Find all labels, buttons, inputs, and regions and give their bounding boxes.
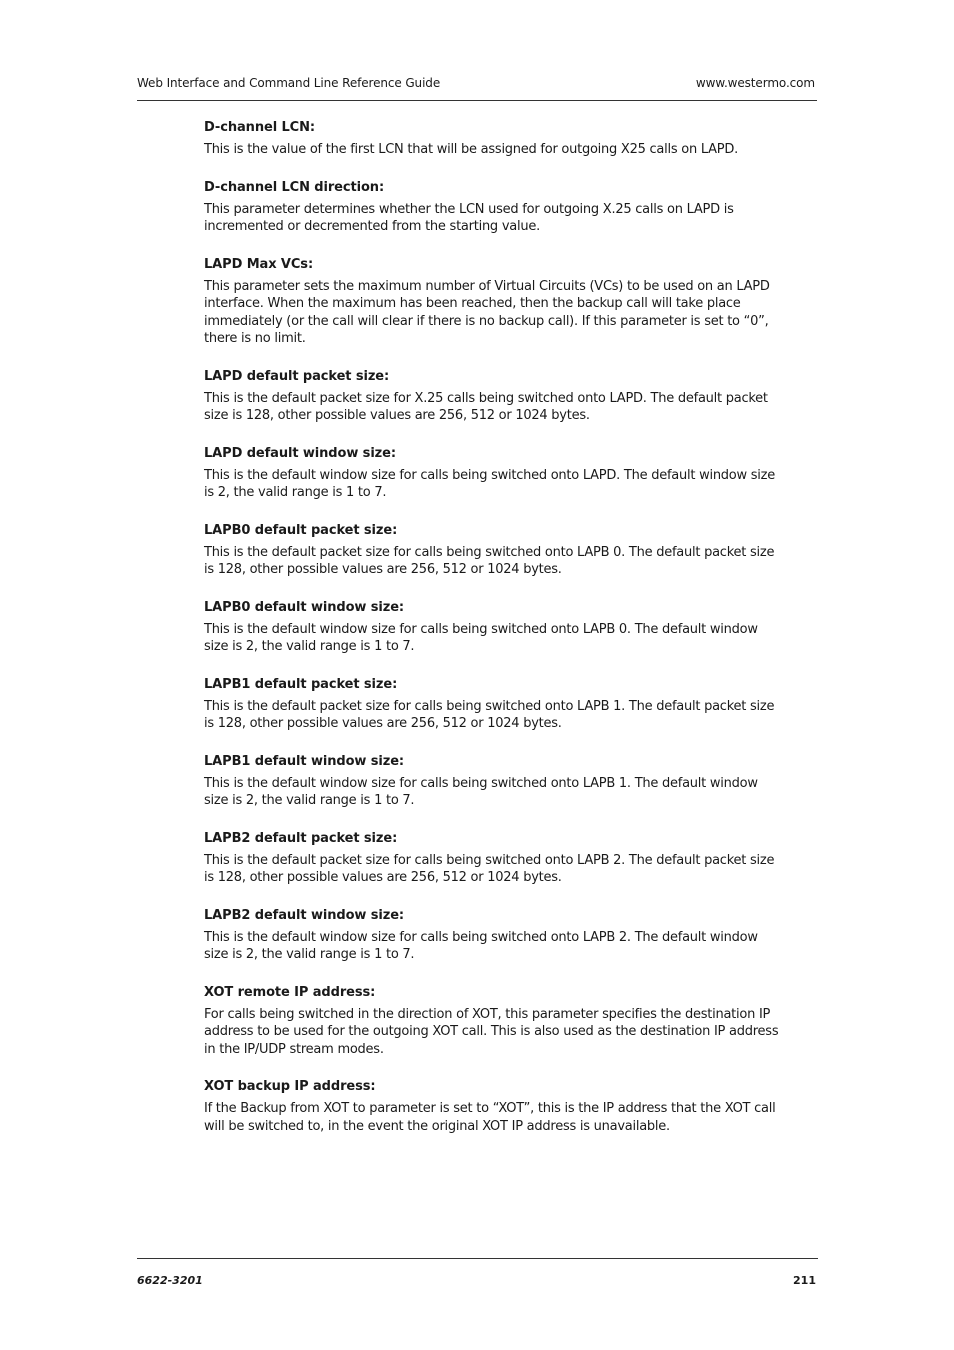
- header-website: www.westermo.com: [695, 76, 815, 90]
- section-body: This parameter sets the maximum number of Virtual Circuits (VCs) to be used on an LAPD interface. When the maximum has been reached, then the backup call will take place immediately (or the call will clear if there is no backup call). If this parameter is set to “0”, there is no limit.: [204, 278, 770, 346]
- section-body: This is the default packet size for calls being switched onto LAPB 0. The default packet size is 128, other possible values are 256, 512 or 1024 bytes.: [204, 544, 775, 577]
- section-heading: LAPD default window size:: [204, 445, 396, 461]
- section-d-channel-lcn-direction: [204, 179, 780, 236]
- main-content: [204, 119, 780, 1155]
- section-lapb2-default-window-size: [204, 907, 780, 964]
- section-lapd-max-vcs: [204, 256, 780, 348]
- section-body: If the Backup from XOT to parameter is set to “XOT”, this is the IP address that the XOT call will be switched to, in the event the original XOT IP address is unavailable.: [204, 1101, 776, 1134]
- section-heading: LAPB0 default window size:: [204, 599, 405, 615]
- section-xot-remote-ip-address: [204, 984, 780, 1059]
- section-heading: LAPD Max VCs:: [204, 256, 314, 272]
- section-d-channel-lcn: [204, 119, 780, 159]
- section-body: For calls being switched in the direction of XOT, this parameter specifies the destination IP address to be used for the outgoing XOT call. This is also used as the destination IP address in the IP/UDP stream modes.: [204, 1006, 779, 1057]
- section-lapb2-default-packet-size: [204, 830, 780, 887]
- section-heading: LAPB0 default packet size:: [204, 522, 398, 538]
- footer-doc-number: 6622-3201: [137, 1274, 203, 1287]
- section-lapb0-default-window-size: [204, 599, 780, 656]
- section-heading: D-channel LCN:: [204, 120, 315, 135]
- section-body: This is the default window size for calls being switched onto LAPB 1. The default window size is 2, the valid range is 1 to 7.: [204, 775, 758, 808]
- section-body: This is the default window size for calls being switched onto LAPB 0. The default window size is 2, the valid range is 1 to 7.: [204, 621, 758, 654]
- section-heading: D-channel LCN direction:: [204, 179, 385, 195]
- section-body: This is the default window size for calls being switched onto LAPD. The default window size is 2, the valid range is 1 to 7.: [204, 467, 775, 500]
- section-body: This is the default packet size for X.25 calls being switched onto LAPD. The default packet size is 128, other possible values are 256, 512 or 1024 bytes.: [204, 390, 768, 423]
- section-lapd-default-window-size: [204, 445, 780, 502]
- section-body: This parameter determines whether the LCN used for outgoing X.25 calls on LAPD is incremented or decremented from the starting value.: [204, 201, 734, 234]
- page-footer: [137, 1258, 818, 1287]
- section-xot-backup-ip-address: [204, 1078, 780, 1135]
- footer-page-number: 211: [793, 1274, 816, 1287]
- section-heading: XOT backup IP address:: [204, 1079, 376, 1094]
- section-body: This is the default window size for calls being switched onto LAPB 2. The default window size is 2, the valid range is 1 to 7.: [204, 929, 758, 962]
- section-lapd-default-packet-size: [204, 368, 780, 425]
- section-heading: LAPB1 default packet size:: [204, 676, 398, 692]
- page-header: [137, 76, 817, 101]
- section-heading: XOT remote IP address:: [204, 984, 376, 1000]
- section-heading: LAPB2 default packet size:: [204, 830, 398, 846]
- section-lapb0-default-packet-size: [204, 522, 780, 579]
- section-body: This is the default packet size for calls being switched onto LAPB 1. The default packet size is 128, other possible values are 256, 512 or 1024 bytes.: [204, 698, 775, 731]
- header-title: Web Interface and Command Line Reference Guide: [137, 76, 441, 90]
- section-lapb1-default-packet-size: [204, 676, 780, 733]
- section-heading: LAPB2 default window size:: [204, 907, 405, 923]
- section-heading: LAPD default packet size:: [204, 368, 390, 384]
- section-heading: LAPB1 default window size:: [204, 753, 405, 769]
- section-lapb1-default-window-size: [204, 753, 780, 810]
- section-body: This is the value of the first LCN that will be assigned for outgoing X25 calls on LAPD.: [204, 142, 738, 157]
- section-body: This is the default packet size for calls being switched onto LAPB 2. The default packet size is 128, other possible values are 256, 512 or 1024 bytes.: [204, 852, 775, 885]
